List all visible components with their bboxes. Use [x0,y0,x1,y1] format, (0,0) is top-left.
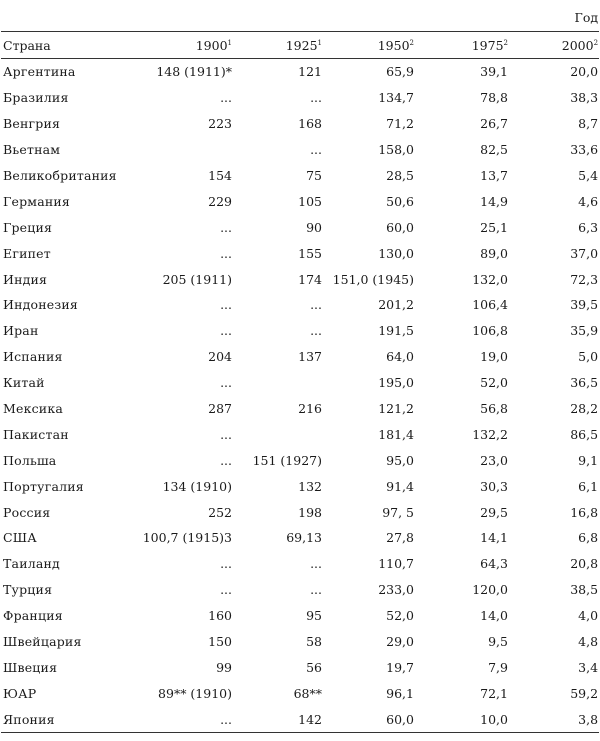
country-cell: Швейцария [3,634,82,650]
value-cell: 4,0 [578,608,599,624]
value-cell: 38,3 [570,90,599,106]
year-column-header: 1925$^1$ [233,32,323,59]
country-cell: Россия [3,504,51,520]
value-cell: 19,0 [480,349,508,365]
value-cell: 195,0 [378,375,414,391]
value-cell: 72,1 [480,685,508,701]
year-column-header: 1900$^1$ [139,32,233,59]
value-cell: 64,3 [480,556,508,572]
year-column-header: 1975$^2$ [415,32,509,59]
country-cell: Египет [3,245,51,261]
value-cell: 97, 5 [382,504,414,520]
table-row [1,421,599,447]
table-row [1,706,599,732]
value-cell: ... [310,90,322,106]
value-cell: 155 [298,245,322,261]
value-cell: 38,5 [570,582,599,598]
table-row [1,111,599,137]
value-cell: 27,8 [386,530,414,546]
value-cell: 5,0 [578,349,599,365]
value-cell: 106,8 [472,323,508,339]
value-cell: 56,8 [480,401,508,417]
value-cell: 130,0 [378,245,414,261]
table-row [1,396,599,422]
value-cell: 121,2 [378,401,414,417]
value-cell: 223 [208,116,232,132]
table-row [1,654,599,680]
value-cell: ... [139,706,233,732]
table-row [1,188,599,214]
country-cell: Япония [1,706,139,732]
value-cell: 5,4 [578,168,599,183]
value-cell: 198 [298,504,322,520]
country-cell: Испания [3,349,63,365]
value-cell: ... [220,323,232,339]
value-cell: 151,0 (1945) [332,271,414,287]
value-cell: 16,8 [570,504,599,520]
country-cell: Греция [3,219,53,235]
value-cell: 205 (1911) [162,271,232,287]
table-row [1,318,599,344]
country-column-header: Страна [1,32,139,59]
value-cell: ... [310,297,322,313]
value-cell: 287 [208,401,232,417]
value-cell: 95,0 [386,452,414,468]
value-cell: 14,1 [480,530,508,546]
country-cell: ЮАР [3,685,37,701]
country-cell: Китай [3,375,45,391]
mortality-table [1,3,599,733]
value-cell: 60,0 [386,219,414,235]
value-cell: 52,0 [480,375,508,391]
value-cell: 3,8 [509,706,599,732]
country-cell: Мексика [3,401,64,417]
value-cell [233,421,323,447]
value-cell: 78,8 [480,90,508,106]
value-cell: 9,5 [488,634,508,650]
value-cell: ... [220,219,232,235]
value-cell: 201,2 [378,297,414,313]
value-cell: 50,6 [386,193,414,209]
table-row [1,163,599,189]
value-cell: 71,2 [386,116,414,132]
value-cell: 134 (1910) [162,478,232,494]
value-cell: 132,2 [472,426,508,442]
year-column-header: 2000$^2$ [509,32,599,59]
value-cell: 95 [306,608,322,624]
value-cell: 120,0 [472,582,508,598]
table-row [1,344,599,370]
table-row [1,499,599,525]
value-cell: 6,1 [578,478,599,494]
table-row [1,266,599,292]
value-cell: 158,0 [378,142,414,158]
table-row [1,680,599,706]
value-cell: 6,8 [578,530,599,546]
value-cell: 10,0 [415,706,509,732]
value-cell: 28,5 [386,168,414,183]
country-cell: Португалия [3,478,84,494]
country-cell: Польша [3,452,57,468]
table-row [1,629,599,655]
value-cell: ... [220,245,232,261]
year-group-header: Год [574,9,599,25]
value-cell: 106,4 [472,297,508,313]
value-cell [139,137,233,163]
value-cell: 86,5 [570,426,599,442]
value-cell: 151 (1927) [252,452,322,468]
value-cell: 142 [233,706,323,732]
value-cell: ... [220,426,232,442]
value-cell: 13,7 [480,168,508,183]
value-cell: 7,9 [488,659,508,675]
table-row [1,525,599,551]
value-cell: 3,4 [578,659,599,675]
value-cell: 96,1 [386,685,414,701]
table-row [1,370,599,396]
value-cell: 4,6 [578,193,599,209]
value-cell: 90 [306,219,322,235]
value-cell: 29,0 [386,634,414,650]
column-header-row [1,32,599,59]
value-cell: 60,0 [323,706,415,732]
table-row [1,603,599,629]
value-cell: 132,0 [472,271,508,287]
value-cell: 6,3 [578,219,599,235]
value-cell: 65,9 [386,64,414,80]
value-cell: 75 [306,168,322,183]
value-cell [233,370,323,396]
table-row [1,85,599,111]
value-cell: 8,7 [578,116,599,132]
value-cell: ... [220,90,232,106]
value-cell: 168 [298,116,322,132]
value-cell: 39,5 [570,297,599,313]
value-cell: 233,0 [378,582,414,598]
table-row [1,447,599,473]
value-cell: 91,4 [386,478,414,494]
value-cell: 68** [293,685,322,701]
value-cell: 160 [208,608,232,624]
country-cell: Франция [3,608,63,624]
value-cell: 89** (1910) [158,685,232,701]
value-cell: 20,8 [570,556,599,572]
value-cell: 14,0 [480,608,508,624]
table-row [1,473,599,499]
value-cell: 191,5 [378,323,414,339]
group-header-row [1,3,599,32]
value-cell: 132 [298,478,322,494]
table-row [1,551,599,577]
country-cell: Индонезия [3,297,79,313]
value-cell: 39,1 [480,64,508,80]
value-cell: ... [310,142,322,158]
value-cell: 229 [208,193,232,209]
value-cell: 100,7 (1915)3 [142,530,232,546]
table-row [1,214,599,240]
value-cell: 99 [216,659,232,675]
country-cell: Турция [3,582,53,598]
country-cell: Германия [3,193,70,209]
country-cell: Швеция [3,659,58,675]
value-cell: 150 [208,634,232,650]
table-row [1,59,599,85]
value-cell: 89,0 [480,245,508,261]
value-cell: ... [220,375,232,391]
country-cell: Иран [3,323,39,339]
value-cell: 137 [298,349,322,365]
country-cell: США [3,530,37,546]
value-cell: ... [220,556,232,572]
country-cell: Аргентина [3,64,76,80]
value-cell: 30,3 [480,478,508,494]
value-cell: 29,5 [480,504,508,520]
value-cell: 59,2 [570,685,599,701]
value-cell: 216 [298,401,322,417]
value-cell: 37,0 [570,245,599,261]
value-cell: ... [310,556,322,572]
value-cell: 9,1 [578,452,599,468]
value-cell: 72,3 [570,271,599,287]
value-cell: 134,7 [378,90,414,106]
value-cell: 121 [298,64,322,80]
value-cell: ... [220,582,232,598]
table-row [1,137,599,163]
value-cell: 14,9 [480,193,508,209]
value-cell: 56 [306,659,322,675]
value-cell: 204 [208,349,232,365]
value-cell: 64,0 [386,349,414,365]
value-cell: 252 [208,504,232,520]
value-cell: 110,7 [378,556,414,572]
value-cell: 82,5 [480,142,508,158]
value-cell: 105 [298,193,322,209]
value-cell: 28,2 [570,401,599,417]
value-cell: 19,7 [386,659,414,675]
country-cell: Венгрия [3,116,61,132]
year-column-header: 1950$^2$ [323,32,415,59]
table-row [1,292,599,318]
table-row [1,240,599,266]
value-cell: ... [220,452,232,468]
value-cell: 25,1 [480,219,508,235]
value-cell: ... [310,582,322,598]
table-body [1,59,599,733]
value-cell: 58 [306,634,322,650]
country-cell: Индия [3,271,48,287]
country-cell: Вьетнам [3,142,61,158]
value-cell: 23,0 [480,452,508,468]
value-cell: 26,7 [480,116,508,132]
country-cell: Великобритания [3,168,117,183]
value-cell: 174 [298,271,322,287]
value-cell: ... [220,297,232,313]
value-cell: 4,8 [578,634,599,650]
value-cell: 52,0 [386,608,414,624]
country-cell: Таиланд [3,556,60,572]
country-cell: Бразилия [3,90,69,106]
value-cell: 69,13 [286,530,322,546]
value-cell: 20,0 [570,64,599,80]
value-cell: 35,9 [570,323,599,339]
table-row [1,577,599,603]
value-cell: 148 (1911)* [156,64,232,80]
country-cell: Пакистан [3,426,69,442]
value-cell: 181,4 [378,426,414,442]
value-cell: 33,6 [570,142,599,158]
value-cell: ... [310,323,322,339]
value-cell: 36,5 [570,375,599,391]
value-cell: 154 [208,168,232,183]
